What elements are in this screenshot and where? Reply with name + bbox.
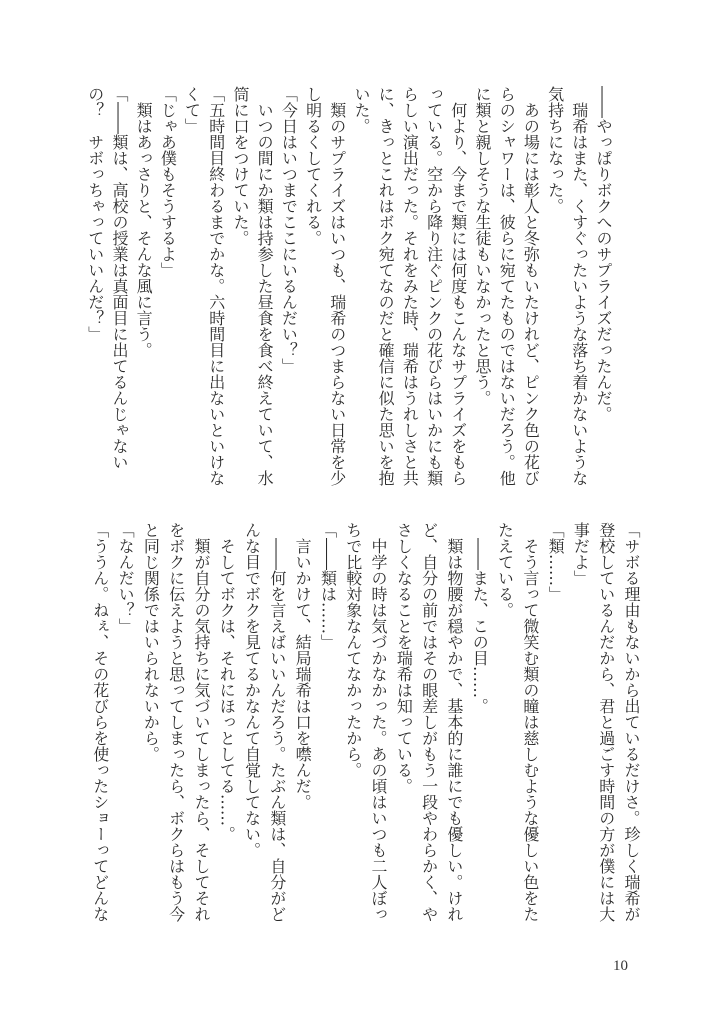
text-line: 中学の時は気づかなかった。あの頃はいつも二人ぼっ [369,522,389,922]
text-line: 筒に口をつけていた。 [230,86,250,246]
text-line: 類は物腰が穏やかで、基本的に誰にでも優しい。けれ [444,522,464,922]
text-line: ――やっぱりボクへのサプライズだったんだ。 [594,86,613,422]
text-line: 「――類は、高校の授業は真面目に出てるんじゃない [109,86,129,470]
text-line: ――何を言えばいいんだろう。たぶん類は、自分がど [267,522,287,922]
text-line: そしてボクは、それにほっとしてる……。 [217,522,237,842]
text-line: に、きっとこれはボク宛てなのだと確信に似た思いを抱 [376,86,396,486]
text-line: そう言って微笑む類の瞳は慈しむような優しい色をた [520,522,540,922]
text-line: をボクに伝えようと思ってしまったら、ボクらはもう今 [166,522,186,922]
text-block-upper [83,86,615,486]
text-line: 「五時間目終わるまでかな。六時間目に出ないといけな [206,86,226,486]
text-line: 「類……」 [546,522,566,602]
text-line: らしい演出だった。それをみた時、瑞希はうれしさと共 [400,86,420,486]
text-line: 瑞希はまた、くすぐったいような落ち着かないような [569,86,589,486]
text-line: の？ サボっちゃっていいんだ？」 [85,86,105,342]
text-line: ちで比較対象なんてなかったから。 [343,522,363,778]
text-line: あの場には彰人と冬弥もいたけれど、ピンク色の花び [521,86,541,486]
text-line: と同じ関係ではいられないから。 [141,522,161,762]
text-line: いた。 [351,86,371,134]
text-line: たえている。 [495,522,515,618]
text-line: 類のサプライズはいつも、瑞希のつまらない日常を少 [327,86,347,486]
text-line: 「じゃあ僕もそうするよ」 [158,86,178,278]
text-line: ど、自分の前ではその眼差しがもう一段やわらかく、や [419,522,439,922]
text-line: 「サボる理由もないから出ているだけさ。珍しく瑞希が [622,522,641,922]
text-line: 「今日はいつまでここにいるんだい？」 [279,86,299,374]
text-line: 「ううん。ねぇ、その花びらを使ったショーってどんな [90,522,110,922]
text-line: 何より、今まで類には何度もこんなサプライズをもら [448,86,468,486]
text-line: 「――類は……」 [318,522,338,650]
text-line: さしくなることを瑞希は知っている。 [394,522,414,794]
text-line: 類が自分の気持ちに気づいてしまったら、そしてそれ [191,522,211,922]
text-line: に類と親しそうな生徒もいなかったと思う。 [472,86,492,406]
text-line: 類はあっさりと、そんな風に言う。 [134,86,154,358]
page-number: 10 [613,958,628,974]
text-line: 言いかけて、結局瑞希は口を噤んだ。 [293,522,313,810]
text-line: 気持ちになった。 [545,86,565,214]
text-line: し明るくしてくれる。 [303,86,323,246]
text-line: 登校しているんだから、君と過ごす時間の方が僕には大 [596,522,616,922]
text-line: らのシャワーは、彼らに宛てたものではないだろう。他 [497,86,517,486]
text-line: くて」 [182,86,202,134]
text-line: んな目でボクを見てるかなんて自覚してない。 [242,522,262,858]
text-line: 事だよ」 [571,522,591,586]
text-line: ――また、この目……。 [470,522,490,714]
text-block-lower [87,522,644,922]
text-line: 「なんだい？」 [116,522,136,634]
text-line: いつの間にか類は持参した昼食を食べ終えていて、水 [255,86,275,486]
text-line: っている。空から降り注ぐピンクの花びらはいかにも類 [424,86,444,486]
